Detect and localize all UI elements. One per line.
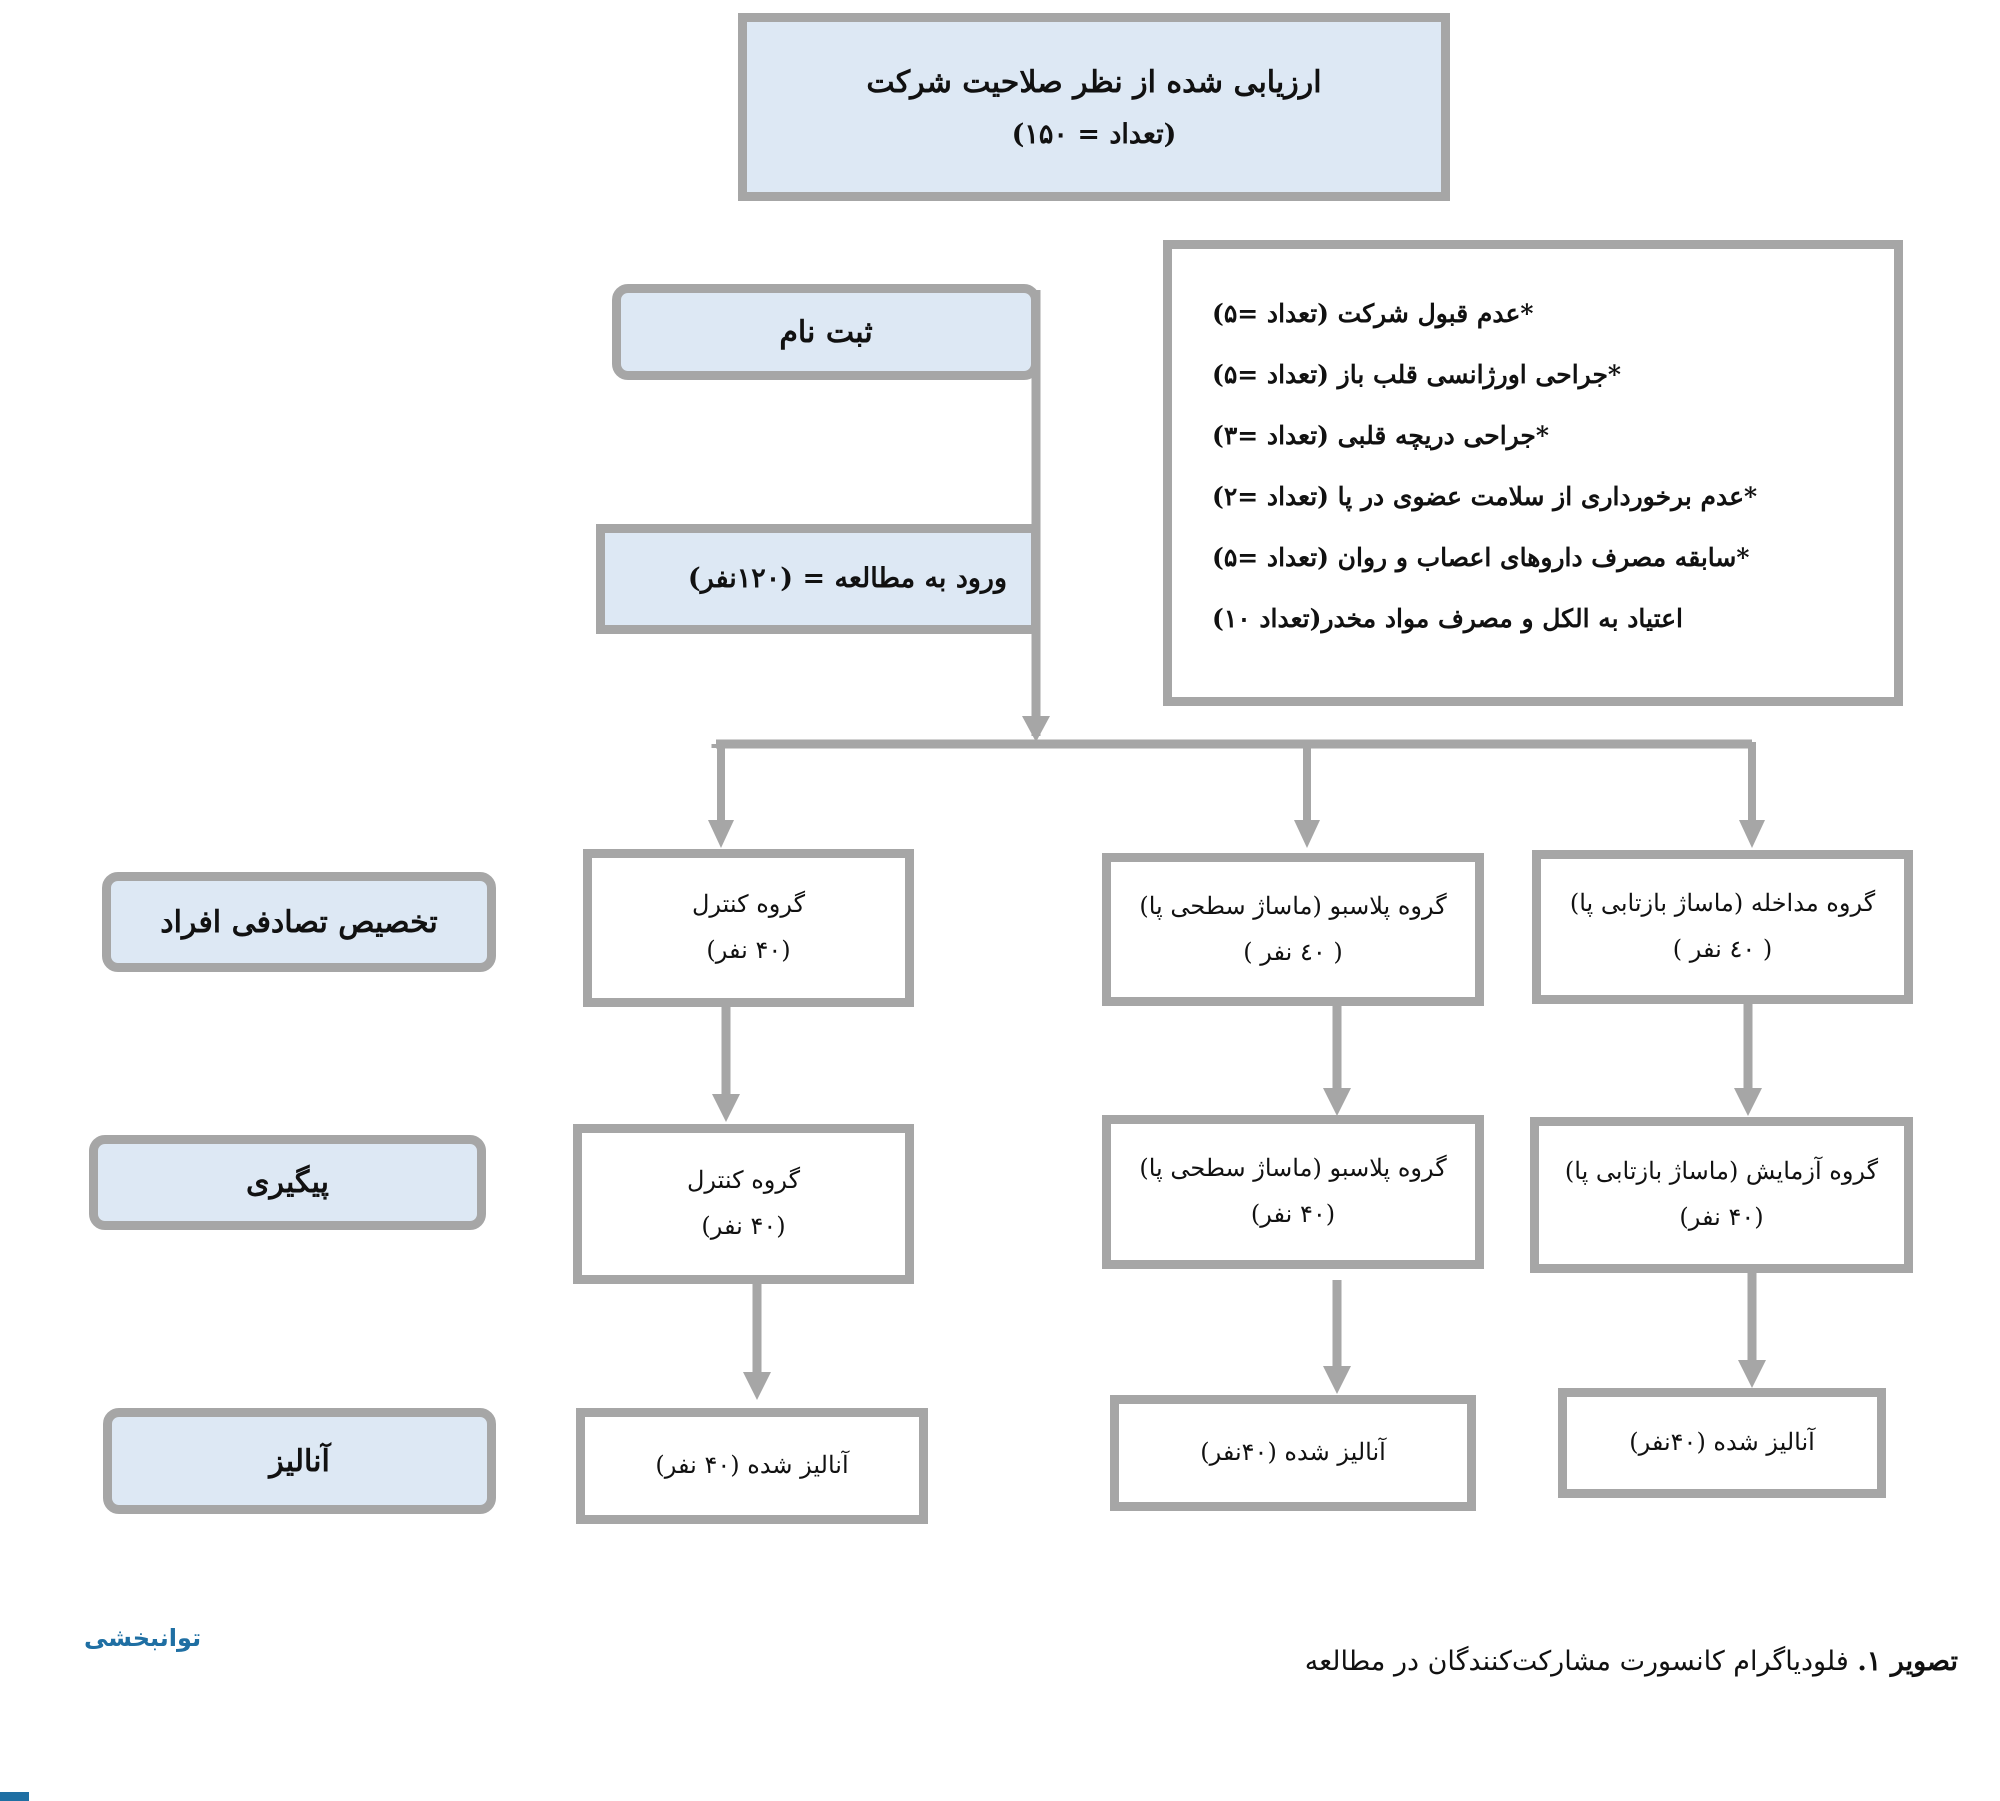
figure-caption-label: تصویر ۱. [1857, 1646, 1958, 1677]
exclusion-item: *سابقه مصرف داروهای اعصاب و روان (تعداد =۵) [1212, 543, 1750, 572]
figure-caption [1305, 1646, 1958, 1677]
allocation-intervention-name: گروه مداخله (ماساژ بازتابی پا) [1569, 889, 1876, 918]
assessed-count: (تعداد = ۱۵۰) [1011, 119, 1177, 151]
analysis-placebo-box [1110, 1395, 1476, 1511]
analysis-placebo-label: آنالیز شده (۴۰نفر) [1200, 1438, 1386, 1467]
enrollment-label: ورود به مطالعه = (۱۲۰نفر) [687, 562, 1007, 594]
stage-allocation-label: تخصیص تصادفی افراد [160, 904, 438, 940]
allocation-intervention-count: ( ٤٠ نفر ) [1672, 935, 1773, 963]
assessed-box [738, 13, 1450, 201]
branch-placebo-arrowhead [1294, 820, 1320, 848]
analysis-control-box [576, 1408, 928, 1524]
followup-intervention-count: (۴۰ نفر) [1679, 1203, 1764, 1231]
allocation-placebo-name: گروه پلاسبو (ماساژ سطحی پا) [1139, 891, 1447, 920]
exclusion-item: *عدم برخورداری از سلامت عضوی در پا (تعداد =۲) [1212, 482, 1758, 511]
stage-analysis-label: آنالیز [269, 1443, 330, 1479]
followup-intervention-box [1530, 1117, 1913, 1273]
followup-placebo-count: (۴۰ نفر) [1250, 1200, 1336, 1228]
allocation-control-count: (۴۰ نفر) [706, 936, 791, 964]
registration-label: ثبت نام [779, 314, 873, 350]
enrollment-box [596, 524, 1040, 634]
followup-control-count: (۴۰ نفر) [701, 1212, 786, 1240]
followup-intervention-name: گروه آزمایش (ماساژ بازتابی پا) [1564, 1157, 1879, 1186]
exclusion-item: *عدم قبول شرکت (تعداد =۵) [1212, 299, 1534, 328]
allocation-control-box [583, 849, 914, 1007]
figure-caption-text: فلودیاگرام کانسورت مشارکت‌کنندگان در مطالعه [1304, 1646, 1858, 1677]
stage-followup-label: پیگیری [245, 1165, 330, 1200]
stage-analysis [103, 1408, 496, 1514]
followup-control-name: گروه کنترل [686, 1166, 801, 1195]
branch-intervention-arrowhead [1739, 820, 1765, 848]
stage-allocation [102, 872, 496, 972]
allocation-placebo-count: ( ٤٠ نفر ) [1243, 937, 1343, 966]
followup-placebo-name: گروه پلاسبو (ماساژ سطحی پا) [1139, 1154, 1447, 1183]
exclusion-item: *جراحی اورژانسی قلب باز (تعداد =۵) [1212, 360, 1621, 389]
allocation-control-name: گروه کنترل [691, 890, 806, 919]
analysis-control-label: آنالیز شده (۴۰ نفر) [655, 1451, 849, 1480]
journal-logo: توانبخشی [84, 1624, 202, 1652]
analysis-intervention-box [1558, 1388, 1886, 1498]
registration-box [612, 284, 1040, 380]
exclusion-box [1163, 240, 1903, 706]
branch-control-arrowhead [708, 820, 734, 848]
allocation-intervention-box [1532, 850, 1913, 1004]
exclusion-item: *جراحی دریچه قلبی (تعداد =۳) [1212, 421, 1549, 450]
exclusion-item: اعتیاد به الکل و مصرف مواد مخدر(تعداد ۱۰) [1212, 604, 1684, 633]
page-corner-bar [0, 1792, 29, 1801]
allocation-placebo-box [1102, 853, 1484, 1006]
trunk-arrowhead [1022, 716, 1050, 742]
stage-followup [89, 1135, 486, 1230]
analysis-intervention-label: آنالیز شده (۴۰نفر) [1629, 1428, 1815, 1457]
followup-placebo-box [1102, 1115, 1484, 1269]
assessed-title: ارزیابی شده از نظر صلاحیت شرکت [866, 65, 1322, 101]
followup-control-box [573, 1124, 914, 1284]
